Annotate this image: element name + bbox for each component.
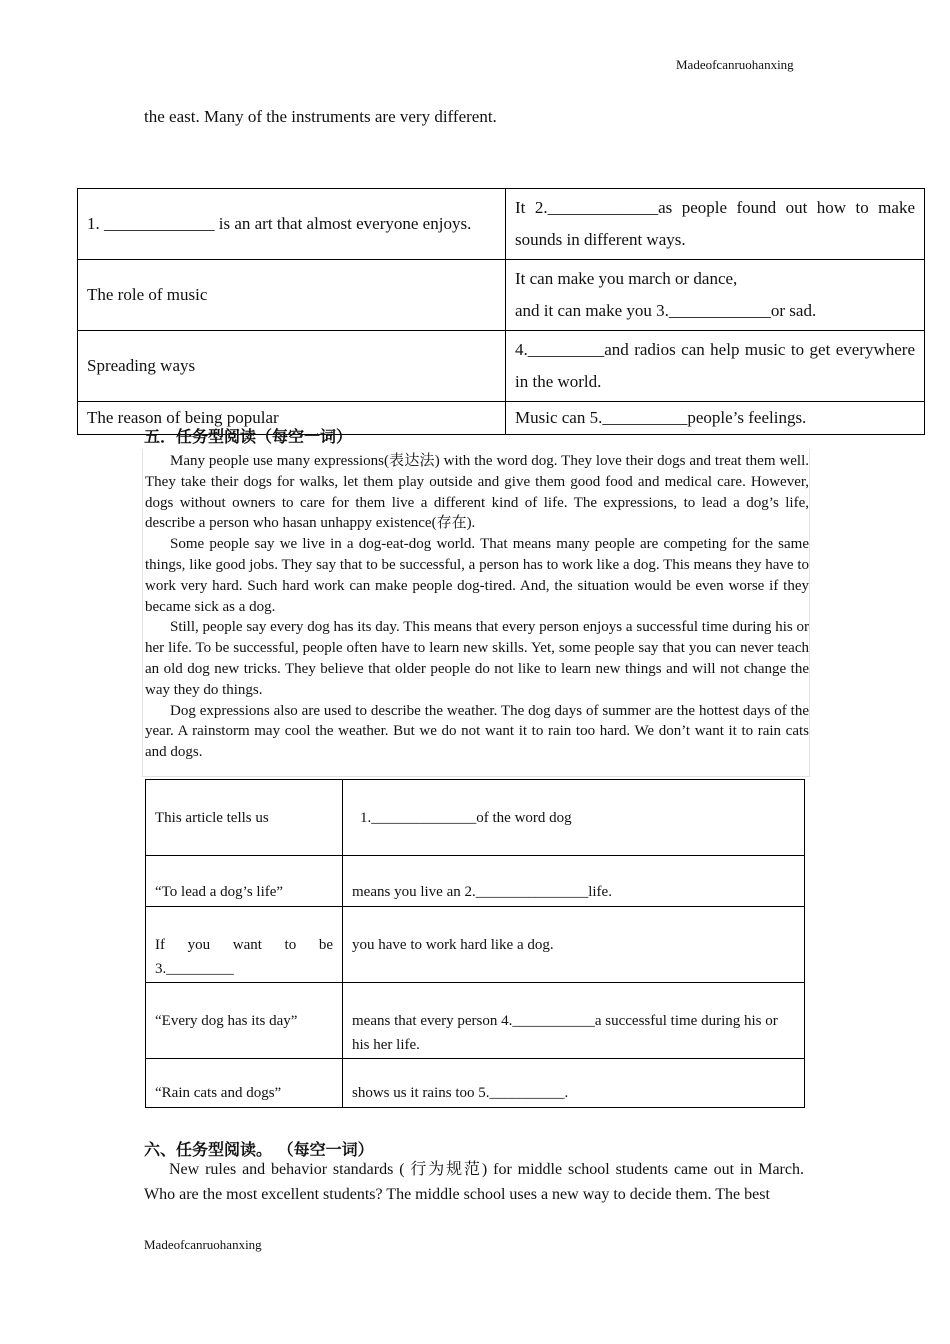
passage-paragraph: Still, people say every dog has its day. This means that every person enjoys a successful time during his or her life. To be successful, people often have to learn new skills. Yet, some people say that you can never teach an old dog new tricks. They believe that older people do not like to learn new things and will not change the way they do things. [145, 619, 809, 698]
section6-paragraph: New rules and behavior standards ( 行为规范) for middle school students came out in March. Who are the most excellent students? The middle school uses a new way to decide them. The best [144, 1161, 804, 1203]
table-cell: The role of music [78, 260, 506, 331]
table-cell: 1. _____________ is an art that almost everyone enjoys. [78, 189, 506, 260]
passage-paragraph: Dog expressions also are used to describe the weather. The dog days of summer are the hottest days of the year. A rainstorm may cool the weather. But we do not want it to rain too hard. We don’t want it to rain cats and dogs. [145, 702, 809, 761]
table-row [146, 856, 805, 907]
passage-paragraph: Some people say we live in a dog-eat-dog world. That means many people are competing for the same things, like good jobs. They say that to be successful, a person has to work like a dog. This means they have to work very hard. Such hard work can make people dog-tired. And, the situation would be even worse if they became sick as a dog. [145, 536, 809, 615]
dog-expressions-table [145, 779, 805, 1108]
table-cell: The reason of being popular [78, 402, 506, 435]
table-cell: you have to work hard like a dog. [343, 907, 805, 983]
page-header: Madeofcanruohanxing [676, 57, 794, 72]
table-cell: “Every dog has its day” [146, 983, 343, 1059]
table-cell: shows us it rains too 5.__________. [343, 1059, 805, 1108]
table-row [146, 1059, 805, 1108]
table-row [146, 983, 805, 1059]
table-cell: means that every person 4.___________a successful time during his or his her life. [343, 983, 805, 1059]
table-row [78, 189, 925, 260]
reading-passage [142, 449, 810, 777]
table-row [146, 780, 805, 856]
table-cell: If you want to be 3._________ [146, 907, 343, 983]
lead-text: the east. Many of the instruments are very different. [144, 107, 497, 126]
table-cell: Music can 5.__________people’s feelings. [506, 402, 925, 435]
table-row [78, 260, 925, 331]
table-cell: 4._________and radios can help music to get everywhere in the world. [506, 331, 925, 402]
table-row [146, 907, 805, 983]
table-cell-line: and it can make you 3.____________or sad. [515, 301, 817, 320]
table-cell: This article tells us [146, 780, 343, 856]
section5-heading: 五．任务型阅读（每空一词） [144, 427, 353, 446]
table-cell-line: It can make you march or dance, [515, 269, 738, 288]
table-cell: “Rain cats and dogs” [146, 1059, 343, 1108]
section6-heading: 六、任务型阅读。 （每空一词） [144, 1140, 374, 1159]
table-cell: “To lead a dog’s life” [146, 856, 343, 907]
page-footer: Madeofcanruohanxing [144, 1237, 262, 1252]
passage-paragraph: Many people use many expressions(表达法) with the word dog. They love their dogs and treat them well. They take their dogs for walks, let them play outside and give them good food and medical care. However, dogs without owners to care for them live a different kind of life. The expressions, to lead a dog’s life, describe a person who hasan unhappy existence(存在). [145, 453, 809, 532]
table-row [78, 331, 925, 402]
table-cell: Spreading ways [78, 331, 506, 402]
table-cell: 1.______________of the word dog [343, 780, 805, 856]
table-cell: It 2._____________as people found out how to make sounds in different ways. [506, 189, 925, 260]
table-cell [506, 260, 925, 331]
table-cell: means you live an 2._______________life. [343, 856, 805, 907]
music-table [77, 188, 925, 435]
